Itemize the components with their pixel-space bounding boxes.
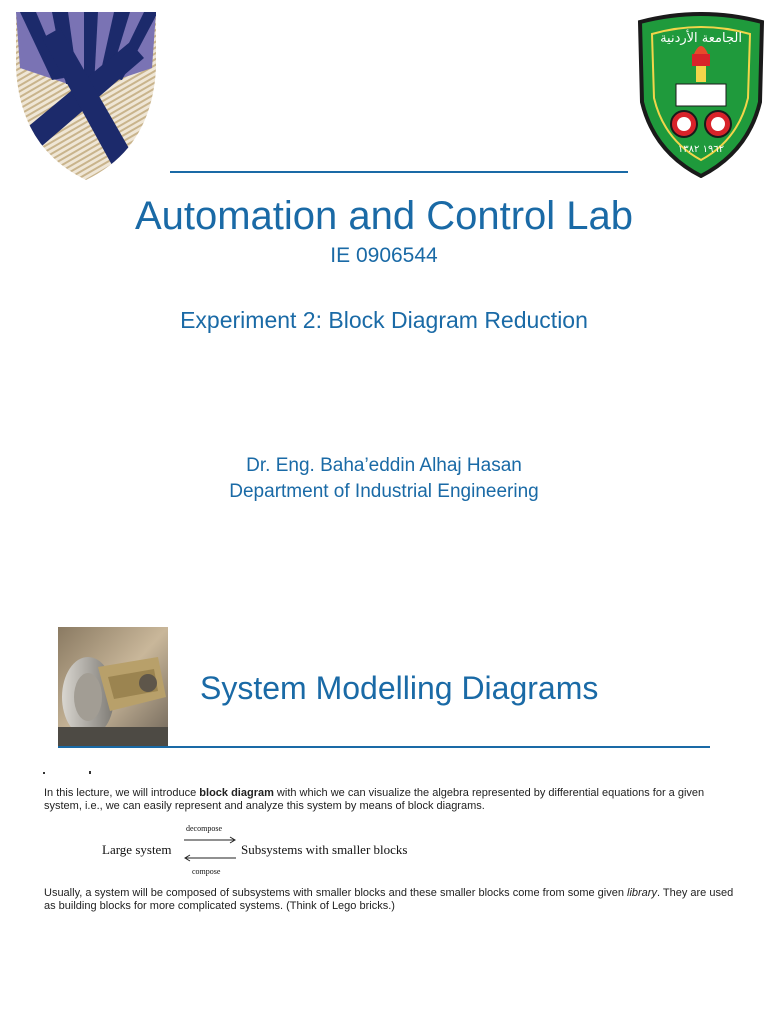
header-marks (43, 771, 95, 775)
intro-text-suffix: with which we can visualize the algebra represented by differential equations for a given system, i.e., we can easily represent and analyze this system by means of block diagrams. (44, 787, 705, 812)
decompose-label: decompose (186, 824, 222, 833)
logo-year: ١٩٦٢ ١٣٨٢ (677, 144, 725, 155)
course-code: IE 0906544 (330, 244, 438, 267)
large-system-label: Large system (102, 842, 172, 857)
subsystems-label: Subsystems with smaller blocks (241, 842, 408, 857)
intro-text-prefix: In this lecture, we will introduce (44, 787, 200, 799)
department-name: Department of Industrial Engineering (229, 481, 539, 502)
library-paragraph (44, 887, 734, 913)
slide-title-divider (58, 746, 710, 748)
library-text-prefix: Usually, a system will be composed of subsystems with smaller blocks and these smaller blocks come from some given (44, 887, 628, 899)
decompose-compose-arrows (182, 834, 238, 864)
experiment-title: Experiment 2: Block Diagram Reduction (180, 307, 588, 333)
university-logo-right (636, 12, 766, 178)
university-logo-left (12, 8, 160, 184)
title-divider-top (170, 171, 628, 173)
library-text-italic: library (627, 887, 657, 899)
intro-text-bold: block diagram (199, 787, 274, 799)
intro-paragraph (44, 787, 734, 813)
author-name: Dr. Eng. Baha’eddin Alhaj Hasan (246, 455, 522, 476)
page-title: Automation and Control Lab (134, 194, 634, 238)
slide-title: System Modelling Diagrams (200, 670, 599, 706)
machining-photo (58, 627, 168, 748)
compose-label: compose (192, 867, 221, 876)
arabic-name: الجامعة الأردنية (660, 31, 742, 46)
library-text-suffix: . They are used as building blocks for more complicated systems. (Think of Lego bricks.) (44, 887, 734, 912)
